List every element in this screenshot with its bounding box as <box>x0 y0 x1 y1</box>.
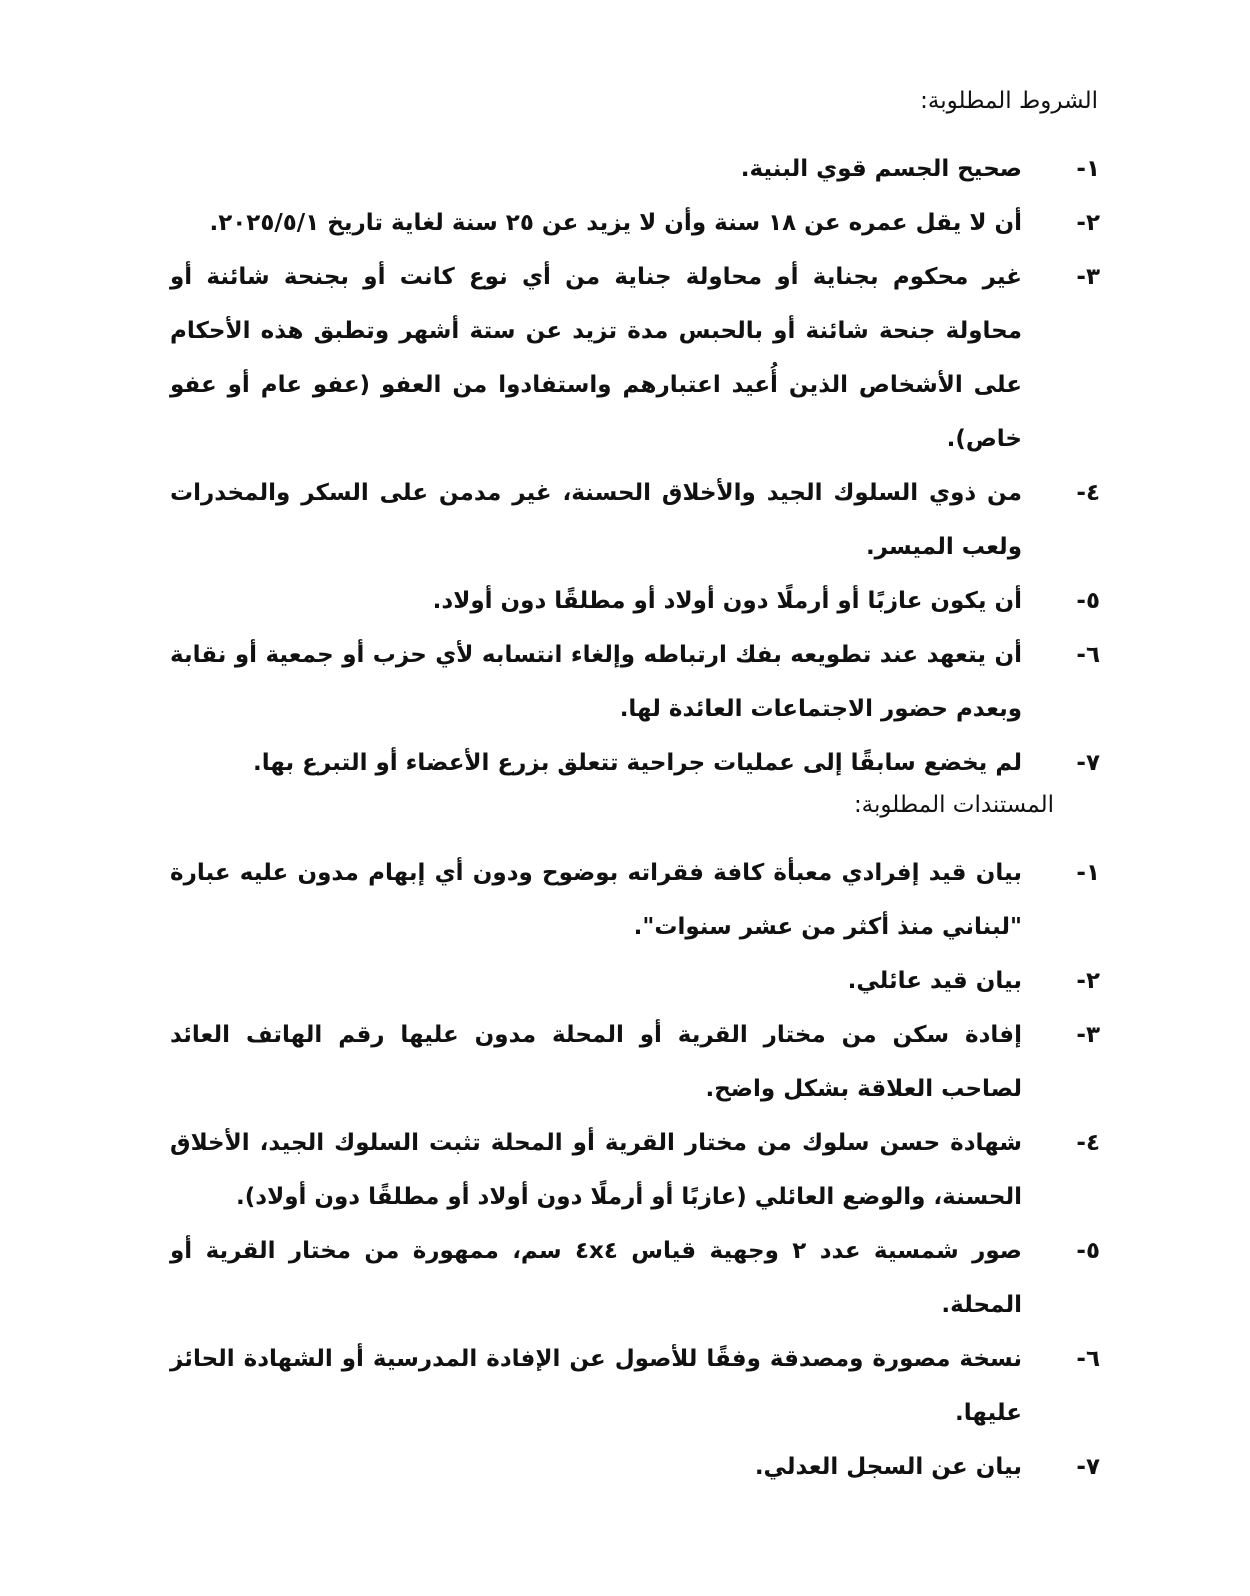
item-text: صحيح الجسم قوي البنية. <box>740 156 1022 182</box>
list-item <box>170 574 1100 628</box>
list-item <box>170 466 1100 574</box>
item-number: ٦- <box>1076 1346 1100 1372</box>
list-item <box>170 954 1100 1008</box>
item-number: ٦- <box>1076 642 1100 668</box>
item-number: ٥- <box>1076 588 1100 614</box>
list-item <box>170 1440 1100 1494</box>
list-item <box>170 1332 1100 1440</box>
item-number: ١- <box>1076 860 1100 886</box>
item-text: أن يتعهد عند تطويعه بفك ارتباطه وإلغاء انتسابه لأي حزب أو جمعية أو نقابة وبعدم حضور الاجتماعات العائدة لها. <box>170 642 1022 722</box>
list-item <box>170 250 1100 466</box>
list-item <box>170 196 1100 250</box>
list-item <box>170 142 1100 196</box>
item-text: من ذوي السلوك الجيد والأخلاق الحسنة، غير مدمن على السكر والمخدرات ولعب الميسر. <box>170 480 1022 560</box>
item-text: لم يخضع سابقًا إلى عمليات جراحية تتعلق بزرع الأعضاء أو التبرع بها. <box>252 750 1022 776</box>
conditions-title: الشروط المطلوبة: <box>920 88 1098 114</box>
item-text: بيان قيد عائلي. <box>847 968 1022 994</box>
list-item <box>170 1008 1100 1116</box>
list-item <box>170 736 1100 790</box>
item-text: صور شمسية عدد ٢ وجهية قياس ٤x٤ سم، ممهورة من مختار القرية أو المحلة. <box>170 1238 1022 1318</box>
item-text: غير محكوم بجناية أو محاولة جناية من أي نوع كانت أو بجنحة شائنة أو محاولة جنحة شائنة أو بالحبس مدة تزيد عن ستة أشهر وتطبق هذه الأحكام على الأشخاص الذين أُعيد اعتبارهم واستفادوا من العفو (عفو عام أو عفو خاص). <box>170 264 1022 452</box>
item-number: ٤- <box>1076 1130 1100 1156</box>
item-number: ٧- <box>1076 1454 1100 1480</box>
list-item <box>170 846 1100 954</box>
item-number: ٥- <box>1076 1238 1100 1264</box>
list-item <box>170 1224 1100 1332</box>
item-text: نسخة مصورة ومصدقة وفقًا للأصول عن الإفادة المدرسية أو الشهادة الحائز عليها. <box>170 1346 1022 1426</box>
item-text: أن يكون عازبًا أو أرملًا دون أولاد أو مطلقًا دون أولاد. <box>432 588 1022 614</box>
item-text: شهادة حسن سلوك من مختار القرية أو المحلة تثبت السلوك الجيد، الأخلاق الحسنة، والوضع العائلي (عازبًا أو أرملًا دون أولاد أو مطلقًا دون أولاد). <box>170 1130 1022 1210</box>
documents-list <box>170 846 1100 1494</box>
item-number: ١- <box>1076 156 1100 182</box>
item-text: بيان عن السجل العدلي. <box>754 1454 1022 1480</box>
documents-title: المستندات المطلوبة: <box>853 792 1054 818</box>
item-number: ٧- <box>1076 750 1100 776</box>
item-text: إفادة سكن من مختار القرية أو المحلة مدون عليها رقم الهاتف العائد لصاحب العلاقة بشكل واضح. <box>170 1022 1022 1102</box>
item-number: ٢- <box>1076 968 1100 994</box>
item-number: ٢- <box>1076 210 1100 236</box>
conditions-list <box>170 142 1100 790</box>
item-number: ٤- <box>1076 480 1100 506</box>
list-item <box>170 628 1100 736</box>
list-item <box>170 1116 1100 1224</box>
item-number: ٣- <box>1076 264 1100 290</box>
item-number: ٣- <box>1076 1022 1100 1048</box>
item-text: أن لا يقل عمره عن ١٨ سنة وأن لا يزيد عن ٢٥ سنة لغاية تاريخ ٢٠٢٥/٥/١. <box>209 210 1022 236</box>
item-text: بيان قيد إفرادي معبأة كافة فقراته بوضوح ودون أي إبهام مدون عليه عبارة "لبناني منذ أكثر من عشر سنوات". <box>170 860 1022 940</box>
